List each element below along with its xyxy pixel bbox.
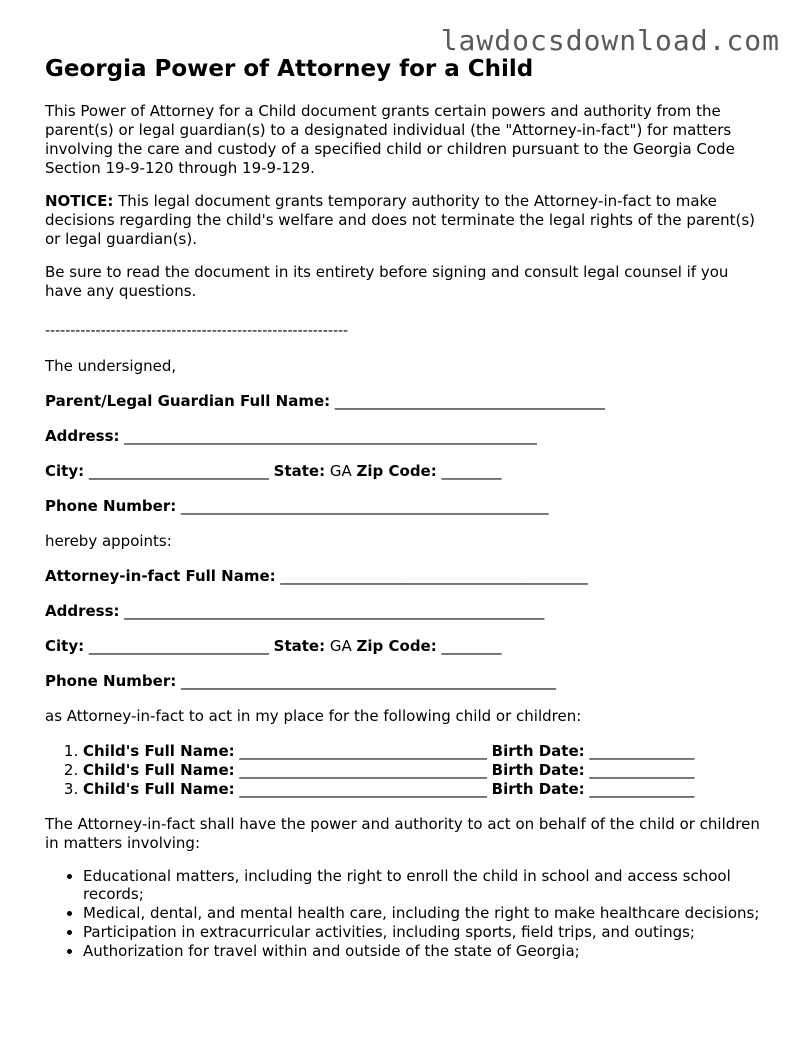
parent-state-value: GA <box>325 462 357 480</box>
notice-label: NOTICE: <box>45 192 114 210</box>
advice-paragraph: Be sure to read the document in its entirety before signing and consult legal counsel if you have any questions. <box>45 263 729 300</box>
parent-phone-label: Phone Number: <box>45 497 177 515</box>
attorney-phone-field[interactable] <box>45 672 765 691</box>
list-item: • Medical, dental, and mental health care, including the right to make healthcare decisions; <box>83 904 765 922</box>
document-page <box>45 52 765 961</box>
child-name-label: Child's Full Name: <box>83 780 235 798</box>
parent-zip-blank[interactable]: ________ <box>436 462 502 480</box>
parent-name-label: Parent/Legal Guardian Full Name: <box>45 392 331 410</box>
attorney-name-label: Attorney-in-fact Full Name: <box>45 567 276 585</box>
attorney-name-blank[interactable]: _________________________________________ <box>275 567 588 585</box>
attorney-city-blank[interactable]: ________________________ <box>84 637 274 655</box>
list-item: • Educational matters, including the right to enroll the child in school and access school records; <box>83 867 765 903</box>
document-title: Georgia Power of Attorney for a Child <box>45 56 534 82</box>
parent-address-field[interactable] <box>45 427 765 446</box>
child-row <box>83 780 765 799</box>
parent-phone-blank[interactable]: _________________________________________________ <box>176 497 549 515</box>
separator: ------------------------------------------------------------ <box>45 323 349 339</box>
list-item: • Participation in extracurricular activities, including sports, field trips, and outings; <box>83 923 765 941</box>
child-birth-label: Birth Date: <box>491 742 585 760</box>
child-birth-blank[interactable]: ______________ <box>584 780 695 798</box>
notice-paragraph <box>45 192 765 249</box>
child-birth-blank[interactable]: ______________ <box>584 742 695 760</box>
undersigned-text: The undersigned, <box>45 357 177 375</box>
parent-phone-field[interactable] <box>45 497 765 516</box>
child-row <box>83 742 765 761</box>
list-item: • Authorization for travel within and outside of the state of Georgia; <box>83 942 765 960</box>
attorney-city-label: City: <box>45 637 85 655</box>
attorney-address-label: Address: <box>45 602 120 620</box>
child-birth-label: Birth Date: <box>491 780 585 798</box>
intro-paragraph: This Power of Attorney for a Child document grants certain powers and authority from the parent(s) or legal guardian(s) to a designated individual (the "Attorney-in-fact") for matters involving the care and custody of a specified child or children pursuant to the Georgia Code Section 19-9-120 through 19-9-129. <box>45 102 735 177</box>
child-name-blank[interactable]: _________________________________ <box>234 780 492 798</box>
children-list <box>45 742 765 799</box>
watermark: lawdocsdownload.com <box>440 24 780 57</box>
attorney-phone-blank[interactable]: __________________________________________________ <box>176 672 557 690</box>
child-name-blank[interactable]: _________________________________ <box>234 761 492 779</box>
powers-intro: The Attorney-in-fact shall have the power and authority to act on behalf of the child or children in matters involving: <box>45 815 760 852</box>
attorney-zip-label: Zip Code: <box>356 637 437 655</box>
attorney-name-field[interactable] <box>45 567 765 586</box>
parent-city-blank[interactable]: ________________________ <box>84 462 274 480</box>
child-name-blank[interactable]: _________________________________ <box>234 742 492 760</box>
parent-address-label: Address: <box>45 427 120 445</box>
appoints-text: hereby appoints: <box>45 532 172 550</box>
child-birth-blank[interactable]: ______________ <box>584 761 695 779</box>
attorney-state-label: State: <box>273 637 326 655</box>
parent-name-field[interactable] <box>45 392 765 411</box>
parent-state-label: State: <box>273 462 326 480</box>
parent-name-blank[interactable]: ____________________________________ <box>330 392 605 410</box>
attorney-city-row <box>45 637 765 656</box>
attorney-address-field[interactable] <box>45 602 765 621</box>
attorney-phone-label: Phone Number: <box>45 672 177 690</box>
attorney-zip-blank[interactable]: ________ <box>436 637 502 655</box>
attorney-state-value: GA <box>325 637 357 655</box>
child-birth-label: Birth Date: <box>491 761 585 779</box>
parent-city-label: City: <box>45 462 85 480</box>
parent-city-row <box>45 462 765 481</box>
attorney-address-blank[interactable]: ________________________________________________________ <box>119 602 545 620</box>
child-name-label: Child's Full Name: <box>83 761 235 779</box>
notice-text: This legal document grants temporary authority to the Attorney-in-fact to make decisions regarding the child's welfare and does not terminate the legal rights of the parent(s) or legal guardian(s). <box>45 192 756 248</box>
powers-list <box>45 867 765 960</box>
parent-zip-label: Zip Code: <box>356 462 437 480</box>
act-for-text: as Attorney-in-fact to act in my place for the following child or children: <box>45 707 582 725</box>
child-row <box>83 761 765 780</box>
parent-address-blank[interactable]: _______________________________________________________ <box>119 427 537 445</box>
child-name-label: Child's Full Name: <box>83 742 235 760</box>
